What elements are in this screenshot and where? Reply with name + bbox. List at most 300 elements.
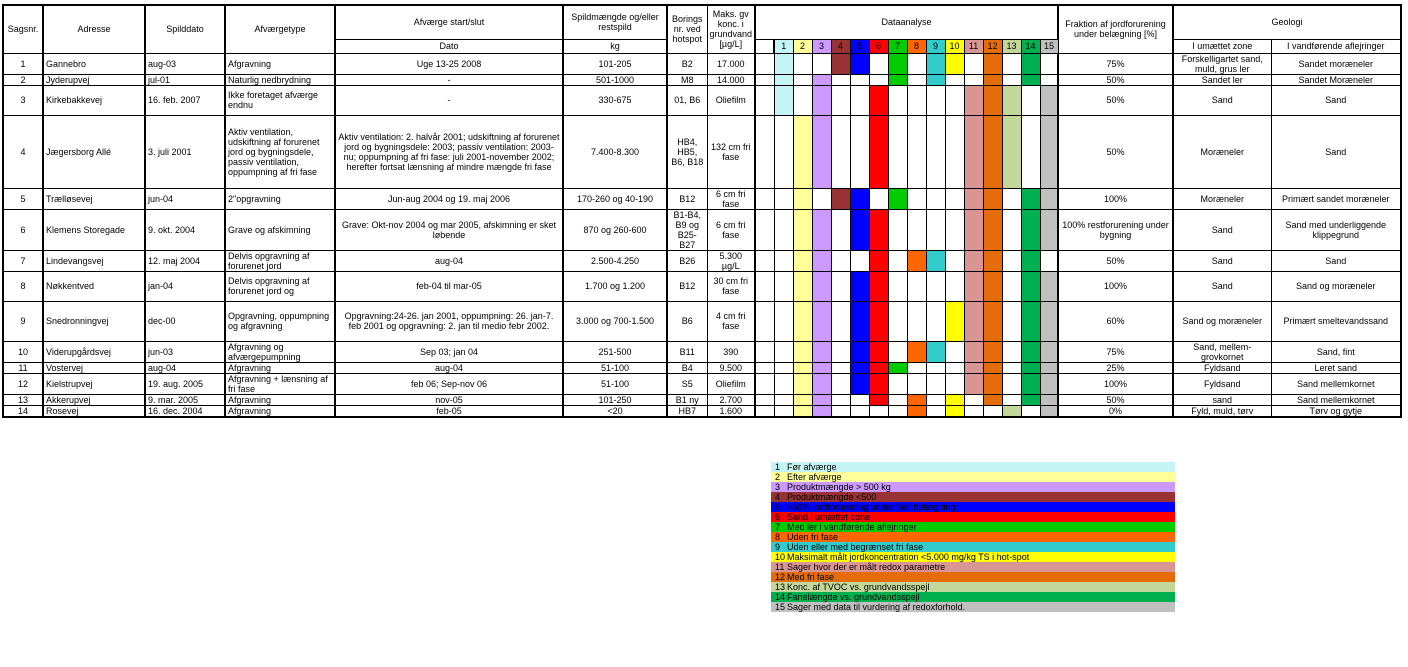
analysis-col-header-13: 13 — [1002, 39, 1021, 53]
header-spildmaengde: Spildmængde og/eller restspild — [563, 5, 667, 39]
legend-item — [771, 582, 1175, 592]
header-umaettet: I umættet zone — [1173, 39, 1271, 53]
cell-startslut: aug-04 — [335, 362, 563, 373]
cell-fraktion: 50% — [1058, 85, 1173, 115]
cell-umaettet: Sand — [1173, 271, 1271, 301]
analysis-cell-4 — [831, 209, 850, 250]
cell-vandforende: Sand — [1271, 85, 1401, 115]
cell-fraktion: 50% — [1058, 394, 1173, 405]
legend-label — [771, 562, 1175, 572]
analysis-cell-11 — [964, 373, 983, 394]
analysis-cell-10 — [945, 74, 964, 85]
cell-spilddato: dec-00 — [145, 301, 225, 341]
analysis-cell-8 — [907, 188, 926, 209]
cell-kg: 101-250 — [563, 394, 667, 405]
analysis-cell-1 — [774, 74, 793, 85]
analysis-cell-1 — [774, 271, 793, 301]
legend-label — [771, 462, 1175, 472]
table-row — [3, 394, 1401, 405]
cell-sagsnr: 4 — [3, 115, 43, 188]
legend-label — [771, 512, 1175, 522]
analysis-cell-15 — [1040, 188, 1058, 209]
analysis-cell-10 — [945, 209, 964, 250]
analysis-cell-6 — [869, 373, 888, 394]
header-vandforende: I vandførende aflejringer — [1271, 39, 1401, 53]
analysis-col-header-4: 4 — [831, 39, 850, 53]
analysis-col-header-5: 5 — [850, 39, 869, 53]
analysis-col-header-8: 8 — [907, 39, 926, 53]
cell-umaettet: sand — [1173, 394, 1271, 405]
analysis-cell-10 — [945, 271, 964, 301]
analysis-cell-11 — [964, 53, 983, 74]
analysis-cell-8 — [907, 209, 926, 250]
legend-number: 15 — [775, 602, 786, 612]
analysis-cell-9 — [926, 188, 945, 209]
analysis-cell-3 — [812, 85, 831, 115]
cell-fraktion: 100% — [1058, 271, 1173, 301]
analysis-cell-12 — [983, 250, 1002, 271]
table-row — [3, 188, 1401, 209]
analysis-cell-1 — [774, 301, 793, 341]
analysis-cell-13 — [1002, 362, 1021, 373]
legend-number: 3 — [775, 482, 781, 492]
analysis-cell-5 — [850, 373, 869, 394]
analysis-cell-6 — [869, 209, 888, 250]
analysis-cell-12 — [983, 209, 1002, 250]
analysis-cell-1 — [774, 115, 793, 188]
analysis-col-header-14: 14 — [1021, 39, 1040, 53]
cell-afvaergetype: Ikke foretaget afværge endnu — [225, 85, 335, 115]
legend-label — [771, 472, 1175, 482]
analysis-cell-13 — [1002, 301, 1021, 341]
analysis-cell-12 — [983, 74, 1002, 85]
analysis-gap-cell — [755, 301, 774, 341]
legend-number: 12 — [775, 572, 786, 582]
table-body — [3, 53, 1401, 417]
analysis-cell-12 — [983, 362, 1002, 373]
table-row — [3, 209, 1401, 250]
legend — [771, 462, 1175, 612]
analysis-cell-11 — [964, 301, 983, 341]
cell-boring: HB4, HB5, B6, B18 — [667, 115, 707, 188]
analysis-cell-10 — [945, 115, 964, 188]
analysis-cell-1 — [774, 188, 793, 209]
analysis-cell-6 — [869, 250, 888, 271]
analysis-cell-15 — [1040, 271, 1058, 301]
legend-text: Efter afværge — [787, 472, 842, 482]
cell-kg: 3.000 og 700-1.500 — [563, 301, 667, 341]
analysis-cell-8 — [907, 74, 926, 85]
cell-maks: 2.700 — [707, 394, 755, 405]
analysis-col-header-9: 9 — [926, 39, 945, 53]
cell-vandforende: Primært smeltevandssand — [1271, 301, 1401, 341]
cell-vandforende: Primært sandet moræneler — [1271, 188, 1401, 209]
analysis-cell-8 — [907, 301, 926, 341]
legend-text: Før afværge — [787, 462, 837, 472]
cell-umaettet: Moræneler — [1173, 188, 1271, 209]
analysis-gap-cell — [755, 405, 774, 417]
cell-startslut: feb-05 — [335, 405, 563, 417]
analysis-cell-5 — [850, 405, 869, 417]
cell-kg: 51-100 — [563, 362, 667, 373]
legend-number: 1 — [775, 462, 781, 472]
table-row — [3, 250, 1401, 271]
cell-umaettet: Sandet ler — [1173, 74, 1271, 85]
legend-text: Maksimalt målt jordkoncentration <5.000 mg/kg TS i hot-spot — [787, 552, 1030, 562]
analysis-cell-10 — [945, 362, 964, 373]
legend-text: Uden eller med begrænset fri fase — [787, 542, 924, 552]
analysis-cell-8 — [907, 341, 926, 362]
cell-kg: 1.700 og 1.200 — [563, 271, 667, 301]
analysis-cell-10 — [945, 85, 964, 115]
analysis-cell-11 — [964, 250, 983, 271]
legend-number: 13 — [775, 582, 786, 592]
cell-kg: 501-1000 — [563, 74, 667, 85]
analysis-cell-8 — [907, 373, 926, 394]
analysis-cell-15 — [1040, 362, 1058, 373]
analysis-gap-cell — [755, 373, 774, 394]
legend-item — [771, 532, 1175, 542]
cell-maks: 14.000 — [707, 74, 755, 85]
analysis-cell-2 — [793, 209, 812, 250]
header-row-1 — [3, 5, 1401, 39]
analysis-cell-13 — [1002, 341, 1021, 362]
header-dato: Dato — [335, 39, 563, 53]
analysis-cell-4 — [831, 74, 850, 85]
analysis-cell-5 — [850, 85, 869, 115]
analysis-gap-cell — [755, 271, 774, 301]
analysis-cell-7 — [888, 301, 907, 341]
cell-fraktion: 75% — [1058, 53, 1173, 74]
legend-number: 8 — [775, 532, 781, 542]
case-table — [2, 4, 1402, 418]
cell-boring: B4 — [667, 362, 707, 373]
analysis-cell-10 — [945, 405, 964, 417]
analysis-cell-7 — [888, 271, 907, 301]
header-afvaergetype: Afværgetype — [225, 5, 335, 53]
legend-number: 10 — [775, 552, 786, 562]
analysis-cell-9 — [926, 394, 945, 405]
legend-item — [771, 482, 1175, 492]
analysis-cell-14 — [1021, 53, 1040, 74]
analysis-cell-3 — [812, 250, 831, 271]
analysis-cell-9 — [926, 53, 945, 74]
legend-item — [771, 592, 1175, 602]
analysis-cell-1 — [774, 362, 793, 373]
cell-boring: B1 ny — [667, 394, 707, 405]
cell-kg: 330-675 — [563, 85, 667, 115]
analysis-cell-15 — [1040, 209, 1058, 250]
analysis-cell-14 — [1021, 394, 1040, 405]
legend-label — [771, 582, 1175, 592]
cell-fraktion: 75% — [1058, 341, 1173, 362]
legend-text: Med fri fase — [787, 572, 835, 582]
cell-spilddato: aug-03 — [145, 53, 225, 74]
analysis-cell-14 — [1021, 405, 1040, 417]
analysis-cell-15 — [1040, 53, 1058, 74]
cell-spilddato: jun-03 — [145, 341, 225, 362]
cell-afvaergetype: Delvis opgravning af forurenet jord — [225, 250, 335, 271]
legend-label — [771, 482, 1175, 492]
legend-text: Sand i umættet zone — [787, 512, 871, 522]
analysis-cell-10 — [945, 301, 964, 341]
analysis-cell-3 — [812, 394, 831, 405]
analysis-cell-5 — [850, 271, 869, 301]
legend-text: Konc. af TVOC vs. grundvandsspejl — [787, 582, 930, 592]
analysis-cell-5 — [850, 341, 869, 362]
analysis-cell-14 — [1021, 271, 1040, 301]
analysis-cell-11 — [964, 115, 983, 188]
analysis-cell-12 — [983, 188, 1002, 209]
analysis-cell-13 — [1002, 271, 1021, 301]
analysis-col-header-3: 3 — [812, 39, 831, 53]
cell-vandforende: Sand — [1271, 115, 1401, 188]
legend-text: Med ler i vandførende aflejringer — [787, 522, 917, 532]
analysis-cell-2 — [793, 271, 812, 301]
analysis-cell-6 — [869, 53, 888, 74]
cell-maks: 9.500 — [707, 362, 755, 373]
cell-vandforende: Sand mellemkornet — [1271, 373, 1401, 394]
table-row — [3, 405, 1401, 417]
analysis-cell-15 — [1040, 373, 1058, 394]
analysis-cell-8 — [907, 271, 926, 301]
legend-item — [771, 522, 1175, 532]
cell-fraktion: 50% — [1058, 115, 1173, 188]
analysis-cell-2 — [793, 53, 812, 74]
cell-startslut: Sep 03; jan 04 — [335, 341, 563, 362]
cell-startslut: aug-04 — [335, 250, 563, 271]
cell-fraktion: 0% — [1058, 405, 1173, 417]
analysis-cell-13 — [1002, 405, 1021, 417]
legend-label — [771, 602, 1175, 612]
cell-startslut: - — [335, 85, 563, 115]
header-fraktion: Fraktion af jordforurening under belægning [%] — [1058, 5, 1173, 53]
cell-startslut: Opgravning:24-26. jan 2001, oppumpning: 26. jan-7. feb 2001 og opgravning: 2. jan til medio febr 2002. — [335, 301, 563, 341]
analysis-cell-7 — [888, 209, 907, 250]
legend-number: 5 — [775, 502, 781, 512]
analysis-cell-11 — [964, 394, 983, 405]
cell-maks: 1.600 — [707, 405, 755, 417]
cell-startslut: feb-04 til mar-05 — [335, 271, 563, 301]
analysis-cell-14 — [1021, 341, 1040, 362]
header-spilddato: Spilddato — [145, 5, 225, 53]
analysis-cell-15 — [1040, 85, 1058, 115]
analysis-cell-1 — [774, 405, 793, 417]
analysis-col-header-6: 6 — [869, 39, 888, 53]
cell-adresse: Akkerupvej — [43, 394, 145, 405]
cell-maks: 4 cm fri fase — [707, 301, 755, 341]
analysis-cell-4 — [831, 394, 850, 405]
cell-sagsnr: 1 — [3, 53, 43, 74]
legend-label — [771, 552, 1175, 562]
cell-spilddato: jun-04 — [145, 188, 225, 209]
cell-spilddato: 19. aug. 2005 — [145, 373, 225, 394]
cell-spilddato: 16. feb. 2007 — [145, 85, 225, 115]
analysis-cell-3 — [812, 362, 831, 373]
analysis-cell-6 — [869, 362, 888, 373]
cell-boring: B1-B4, B9 og B25-B27 — [667, 209, 707, 250]
cell-maks: 17.000 — [707, 53, 755, 74]
analysis-gap-cell — [755, 341, 774, 362]
analysis-cell-7 — [888, 74, 907, 85]
analysis-cell-9 — [926, 85, 945, 115]
analysis-cell-6 — [869, 405, 888, 417]
analysis-cell-3 — [812, 301, 831, 341]
analysis-cell-1 — [774, 53, 793, 74]
analysis-cell-4 — [831, 301, 850, 341]
table-row — [3, 341, 1401, 362]
cell-umaettet: Fyldsand — [1173, 362, 1271, 373]
analysis-cell-12 — [983, 405, 1002, 417]
cell-sagsnr: 10 — [3, 341, 43, 362]
cell-adresse: Kielstrupvej — [43, 373, 145, 394]
analysis-cell-9 — [926, 271, 945, 301]
legend-label — [771, 572, 1175, 582]
analysis-cell-2 — [793, 373, 812, 394]
cell-startslut: Grave: Okt-nov 2004 og mar 2005, afskimning er sket løbende — [335, 209, 563, 250]
analysis-cell-13 — [1002, 115, 1021, 188]
analysis-cell-14 — [1021, 115, 1040, 188]
cell-vandforende: Sand med underliggende klippegrund — [1271, 209, 1401, 250]
analysis-cell-12 — [983, 271, 1002, 301]
cell-fraktion: 100% — [1058, 373, 1173, 394]
legend-item — [771, 462, 1175, 472]
legend-item — [771, 512, 1175, 522]
cell-boring: S5 — [667, 373, 707, 394]
analysis-cell-9 — [926, 250, 945, 271]
analysis-cell-7 — [888, 394, 907, 405]
analysis-cell-2 — [793, 341, 812, 362]
table-row — [3, 53, 1401, 74]
cell-umaettet: Forskelligartet sand, muld, grus ler — [1173, 53, 1271, 74]
analysis-cell-7 — [888, 362, 907, 373]
cell-boring: B6 — [667, 301, 707, 341]
legend-text: Produktmængde > 500 kg — [787, 482, 891, 492]
analysis-cell-6 — [869, 115, 888, 188]
analysis-col-header-1: 1 — [774, 39, 793, 53]
analysis-cell-15 — [1040, 74, 1058, 85]
cell-kg: 170-260 og 40-190 — [563, 188, 667, 209]
cell-boring: B11 — [667, 341, 707, 362]
analysis-cell-11 — [964, 188, 983, 209]
legend-label — [771, 502, 1175, 512]
analysis-cell-3 — [812, 115, 831, 188]
legend-label — [771, 532, 1175, 542]
cell-afvaergetype: Afgravning — [225, 405, 335, 417]
analysis-cell-15 — [1040, 341, 1058, 362]
analysis-cell-4 — [831, 85, 850, 115]
legend-label — [771, 492, 1175, 502]
cell-maks: Oliefilm — [707, 85, 755, 115]
cell-kg: 2.500-4.250 — [563, 250, 667, 271]
analysis-cell-5 — [850, 250, 869, 271]
analysis-cell-14 — [1021, 301, 1040, 341]
analysis-col-header-11: 11 — [964, 39, 983, 53]
analysis-cell-14 — [1021, 373, 1040, 394]
analysis-gap-cell — [755, 85, 774, 115]
cell-adresse: Snedronningvej — [43, 301, 145, 341]
analysis-cell-3 — [812, 271, 831, 301]
analysis-cell-6 — [869, 341, 888, 362]
cell-spilddato: aug-04 — [145, 362, 225, 373]
analysis-cell-4 — [831, 362, 850, 373]
analysis-cell-3 — [812, 209, 831, 250]
analysis-cell-13 — [1002, 373, 1021, 394]
legend-number: 11 — [775, 562, 785, 572]
analysis-cell-5 — [850, 209, 869, 250]
analysis-cell-9 — [926, 301, 945, 341]
cell-adresse: Rosevej — [43, 405, 145, 417]
cell-fraktion: 100% restforurening under bygning — [1058, 209, 1173, 250]
analysis-cell-9 — [926, 74, 945, 85]
analysis-cell-7 — [888, 373, 907, 394]
cell-kg: 251-500 — [563, 341, 667, 362]
cell-afvaergetype: 2"opgravning — [225, 188, 335, 209]
analysis-cell-13 — [1002, 53, 1021, 74]
analysis-cell-11 — [964, 405, 983, 417]
legend-label — [771, 542, 1175, 552]
legend-text: >50% jordforurening under fast belægning — [787, 502, 956, 512]
analysis-cell-8 — [907, 85, 926, 115]
analysis-cell-12 — [983, 301, 1002, 341]
table-row — [3, 271, 1401, 301]
legend-item — [771, 602, 1175, 612]
legend-text: Uden fri fase — [787, 532, 839, 542]
header-dataanalyse: Dataanalyse — [755, 5, 1058, 39]
cell-kg: 101-205 — [563, 53, 667, 74]
analysis-cell-7 — [888, 405, 907, 417]
analysis-cell-6 — [869, 301, 888, 341]
analysis-gap-cell — [755, 362, 774, 373]
analysis-cell-1 — [774, 341, 793, 362]
analysis-gap-cell — [755, 250, 774, 271]
table-row — [3, 115, 1401, 188]
cell-umaettet: Sand — [1173, 85, 1271, 115]
analysis-cell-4 — [831, 373, 850, 394]
header-maks: Maks. gv konc. i grundvand [µg/L] — [707, 5, 755, 53]
analysis-cell-2 — [793, 394, 812, 405]
analysis-cell-3 — [812, 373, 831, 394]
cell-vandforende: Sand — [1271, 250, 1401, 271]
analysis-cell-9 — [926, 373, 945, 394]
cell-startslut: feb 06; Sep-nov 06 — [335, 373, 563, 394]
cell-afvaergetype: Aktiv ventilation, udskiftning af forurenet jord og bygningsdele, passiv ventilation, oppumpning af fri fase — [225, 115, 335, 188]
cell-spilddato: 16. dec. 2004 — [145, 405, 225, 417]
cell-maks: 390 — [707, 341, 755, 362]
legend-number: 4 — [775, 492, 781, 502]
cell-adresse: Lindevangsvej — [43, 250, 145, 271]
analysis-gap-header — [755, 39, 774, 53]
cell-vandforende: Tørv og gytje — [1271, 405, 1401, 417]
analysis-cell-1 — [774, 209, 793, 250]
legend-text: Produktmængde <500 — [787, 492, 877, 502]
analysis-cell-6 — [869, 74, 888, 85]
analysis-cell-14 — [1021, 209, 1040, 250]
analysis-cell-5 — [850, 394, 869, 405]
cell-boring: B12 — [667, 188, 707, 209]
analysis-cell-10 — [945, 341, 964, 362]
cell-boring: B2 — [667, 53, 707, 74]
analysis-cell-11 — [964, 341, 983, 362]
cell-sagsnr: 5 — [3, 188, 43, 209]
cell-afvaergetype: Grave og afskimning — [225, 209, 335, 250]
legend-item — [771, 562, 1175, 572]
cell-kg: 870 og 260-600 — [563, 209, 667, 250]
cell-sagsnr: 6 — [3, 209, 43, 250]
cell-spilddato: 3. juli 2001 — [145, 115, 225, 188]
analysis-col-header-10: 10 — [945, 39, 964, 53]
analysis-cell-6 — [869, 85, 888, 115]
